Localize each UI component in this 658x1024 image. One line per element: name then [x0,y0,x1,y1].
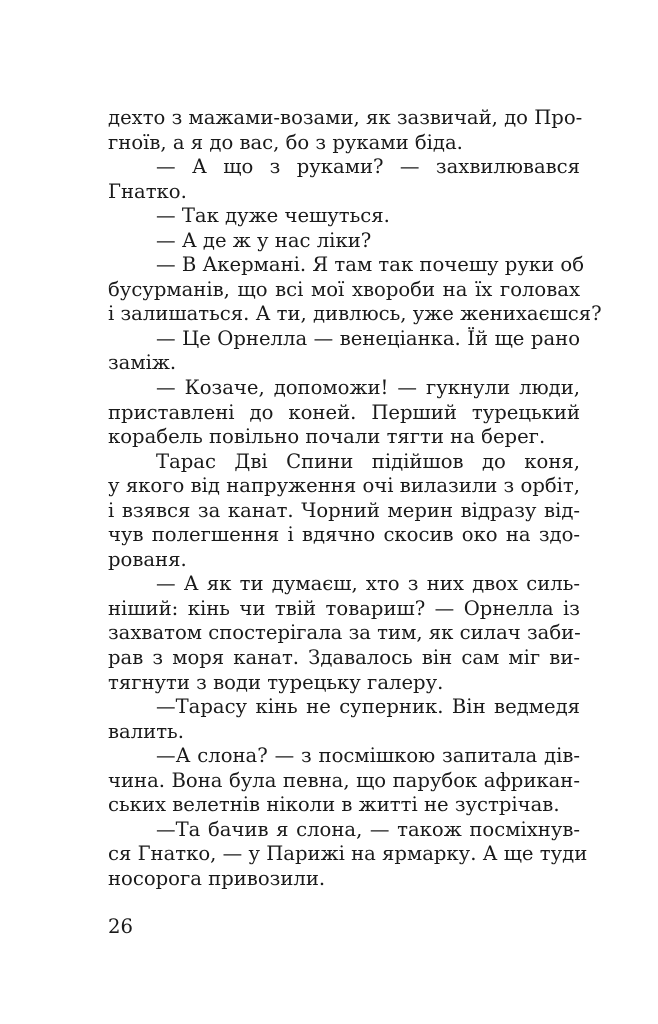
text-line: захватом спостерігала за тим, як силач заби- [108,621,581,645]
text-line: — А як ти думаєш, хто з них двох силь- [156,572,580,596]
text-line: ся Гнатко, — у Парижі на ярмарку. А ще туди [108,842,588,866]
text-line: — Козаче, допоможи! — гукнули люди, [156,376,580,400]
text-line: —Тарасу кінь не суперник. Він ведмедя [156,695,580,719]
text-line: носорога привозили. [108,866,326,890]
text-line: дехто з мажами-возами, як зазвичай, до Про- [108,106,583,129]
text-line: Гнатко. [108,179,187,203]
page-number: 26 [108,915,133,938]
text-line: приставлені до коней. Перший турецький [108,400,580,424]
text-line: Тарас Дві Спини підійшов до коня, [156,449,580,473]
text-line: чина. Вона була певна, що парубок африкан- [108,768,580,792]
text-line: — В Акермані. Я там так почешу руки об [156,253,584,277]
text-line: — А де ж у нас ліки? [156,228,372,252]
text-line: і взявся за канат. Чорний мерин відразу від- [108,498,580,522]
text-line: ських велетнів ніколи в житті не зустрічав. [108,793,560,817]
text-line: і залишаться. А ти, дивлюсь, уже женихаєшся? [108,302,602,326]
text-line: корабель повільно почали тягти на берег. [108,425,546,449]
text-line: — Так дуже чешуться. [156,204,390,228]
text-line: чув полегшення і вдячно скосив око на здо- [108,523,580,547]
text-line: заміж. [108,351,177,375]
text-line: бусурманів, що всі мої хвороби на їх головах [108,277,580,301]
text-line: валить. [108,719,184,743]
text-line: — Це Орнелла — венеціанка. Їй ще рано [156,326,580,350]
text-line: рав з моря канат. Здавалось він сам міг ви- [108,646,580,670]
text-line: ніший: кінь чи твій товариш? — Орнелла із [108,596,580,620]
body-text [108,106,602,892]
text-line: у якого від напруження очі вилазили з орбіт, [108,474,580,498]
text-line: рованя. [108,547,187,571]
text-line: —А слона? — з посмішкою запитала дів- [156,744,580,768]
text-line: гноїв, а я до вас, бо з руками біда. [108,130,463,154]
text-line: —Та бачив я слона, — також посміхнув- [156,817,580,841]
text-line: — А що з руками? — захвилювався [156,155,580,179]
text-line: тягнути з води турецьку галеру. [108,670,444,694]
